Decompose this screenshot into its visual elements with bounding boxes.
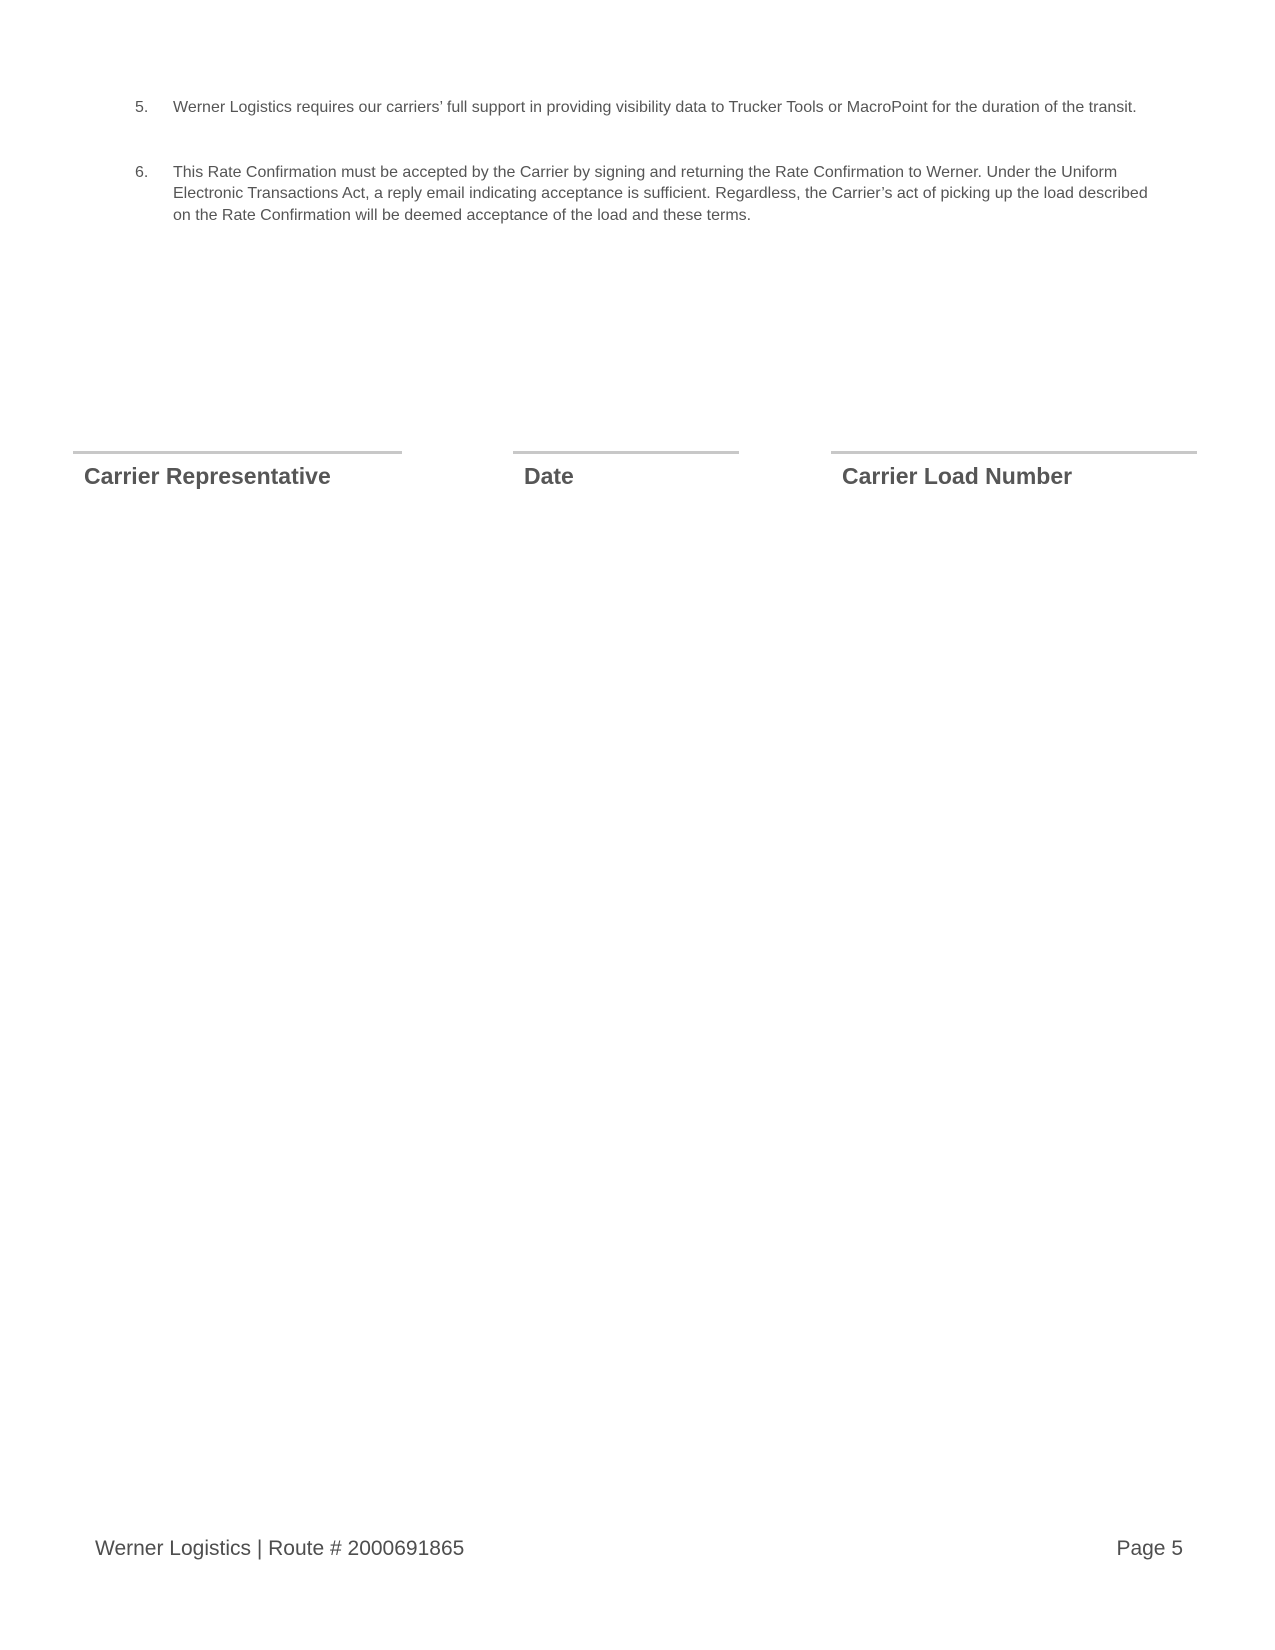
signature-date	[513, 451, 739, 490]
term-text: This Rate Confirmation must be accepted by the Carrier by signing and returning the Rate Confirmation to Werner. Under the Uniform Electronic Transactions Act, a reply email indicating acceptance is sufficient. Regardless, the Carrier’s act of picking up the load described on the Rate Confirmation will be deemed acceptance of the load and these terms.	[173, 163, 1148, 224]
signature-label: Carrier Load Number	[842, 463, 1073, 489]
signature-line	[513, 451, 739, 454]
term-number: 6.	[135, 163, 149, 181]
term-item-6	[135, 162, 1150, 227]
signature-line	[73, 451, 402, 454]
signature-label: Carrier Representative	[84, 463, 331, 489]
footer-page-number: Page 5	[1116, 1537, 1183, 1560]
footer-route: Werner Logistics | Route # 2000691865	[95, 1537, 465, 1560]
signature-carrier-representative	[73, 451, 402, 490]
signature-line	[831, 451, 1197, 454]
term-number: 5.	[135, 99, 149, 116]
term-text: Werner Logistics requires our carriers’ full support in providing visibility data to Trucker Tools or MacroPoint for the duration of the transit.	[173, 99, 1137, 116]
signature-carrier-load-number	[831, 451, 1197, 490]
signature-label: Date	[524, 463, 574, 489]
term-item-5	[135, 97, 1150, 119]
terms-list	[135, 97, 1150, 226]
